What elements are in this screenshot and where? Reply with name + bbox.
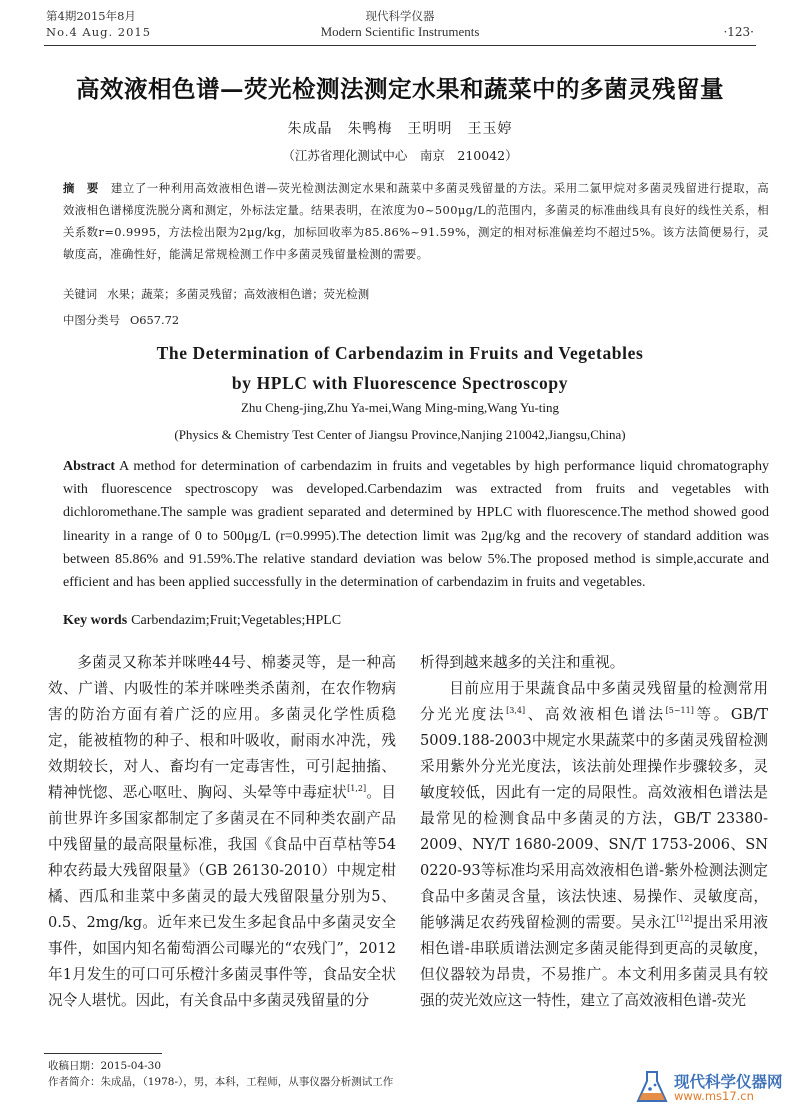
citation: [1,2] bbox=[347, 784, 367, 794]
body-paragraph: 目前应用于果蔬食品中多菌灵残留量的检测常用分光光度法[3,4]、高效液相色谱法[5~11]等。GB/T 5009.188-2003中规定水果蔬菜中的多菌灵残留检测采用紫外分光光度法，该法前处理操作步骤较多，灵敏度较低，因此有一定的局限性。高效液相色谱法是最常见的检测食品中多菌灵的方法，GB/T 23380-2009、NY/T 1680-2009、SN/T 1753-2006、SN 0220-93等标准均采用高效液相色谱-紫外检测法测定食品中多菌灵含量，该法快速、易操作、灵敏度高，能够满足农药残留检测的需要。吴永江[12]提出采用液相色谱-串联质谱法测定多菌灵能得到更高的灵敏度，但仪器较为昂贵，不易推广。本文利用多菌灵具有较强的荧光效应这一特性，建立了高效液相色谱-荧光 bbox=[420, 680, 768, 1009]
keywords-cn bbox=[63, 286, 369, 302]
body-paragraph: 多菌灵又称苯并咪唑44号、棉萎灵等，是一种高效、广谱、内吸性的苯并咪唑类杀菌剂，在农作物病害的防治方面有着广泛的应用。多菌灵化学性质稳定，能被植物的种子、根和叶吸收，耐雨水冲洗，残效期较长，对人、畜均有一定毒害性，可引起抽搐、精神恍惚、恶心呕吐、胸闷、头晕等中毒症状[1,2]。目前世界许多国家都制定了多菌灵在不同种类农副产品中残留量的最高限量标准，我国《食品中百草枯等54种农药最大残留限量》（GB 26130-2010）中规定柑橘、西瓜和韭菜中多菌灵的最大残留限量分别为5、0.5、2mg/kg。近年来已发生多起食品中多菌灵安全事件，如国内知名葡萄酒公司曝光的“农残门”，2012年1月发生的可口可乐橙汁多菌灵事件等，食品安全状况令人堪忧。因此，有关食品中多菌灵残留量的分 bbox=[48, 654, 396, 1009]
body-paragraph: 析得到越来越多的关注和重视。 bbox=[420, 654, 625, 671]
journal-cn: 现代科学仪器 bbox=[365, 9, 435, 23]
issue-cn: 第4期2015年8月 bbox=[46, 9, 136, 23]
watermark-url: www.ms17.cn bbox=[674, 1089, 754, 1103]
citation: [12] bbox=[676, 914, 693, 924]
flask-logo-icon bbox=[632, 1069, 672, 1105]
citation: [3,4] bbox=[506, 706, 526, 716]
title-en-line2: by HPLC with Fluorescence Spectroscopy bbox=[231, 373, 569, 393]
issue-en: No.4 Aug. 2015 bbox=[46, 25, 152, 39]
body-column-left bbox=[48, 650, 396, 1014]
keywords-cn-label: 关键词 bbox=[63, 287, 98, 301]
watermark-name: 现代科学仪器网 bbox=[674, 1073, 783, 1091]
journal-name-header bbox=[0, 8, 800, 40]
affiliation-en: (Physics & Chemistry Test Center of Jiangsu Province,Nanjing 210042,Jiangsu,China) bbox=[174, 427, 626, 442]
page-number: ·123· bbox=[723, 25, 754, 39]
journal-en: Modern Scientific Instruments bbox=[320, 24, 480, 39]
classification-label: 中图分类号 bbox=[63, 313, 120, 327]
abstract-en bbox=[63, 455, 769, 594]
authors-en: Zhu Cheng-jing,Zhu Ya-mei,Wang Ming-ming,Wang Yu-ting bbox=[240, 400, 560, 415]
paper-title-cn: 高效液相色谱—荧光检测法测定水果和蔬菜中的多菌灵残留量 bbox=[76, 75, 724, 103]
body-column-right bbox=[420, 650, 768, 1014]
header-rule bbox=[44, 45, 756, 46]
abstract-en-label: Abstract bbox=[63, 459, 116, 474]
footnote-rule bbox=[44, 1053, 162, 1054]
abstract-cn bbox=[63, 177, 769, 265]
abstract-cn-text: 建立了一种利用高效液相色谱—荧光检测法测定水果和蔬菜中多菌灵残留量的方法。采用二氯甲烷对多菌灵残留进行提取，高效液相色谱梯度洗脱分离和测定，外标法定量。结果表明，在浓度为0~500μg/L的范围内，多菌灵的标准曲线具有良好的线性关系，相关系数r=0.9995，方法检出限为2μg/kg，加标回收率为85.86%~91.59%，测定的相对标准偏差均不超过5%。该方法简便易行，灵敏度高，准确性好，能满足常规检测工作中多菌灵残留量检测的需要。 bbox=[63, 181, 769, 261]
title-en-line1: The Determination of Carbendazim in Fruits and Vegetables bbox=[156, 343, 644, 363]
site-watermark bbox=[632, 1069, 782, 1105]
abstract-cn-label: 摘 要 bbox=[63, 181, 99, 195]
citation: [5~11] bbox=[665, 706, 694, 716]
footnote-author: 作者简介：朱成晶，（1978-），男，本科，工程师，从事仪器分析测试工作 bbox=[48, 1076, 394, 1088]
footnote-received: 收稿日期：2015-04-30 bbox=[48, 1060, 162, 1072]
affiliation-cn: （江苏省理化测试中心 南京 210042） bbox=[282, 148, 518, 163]
keywords-en-text: Carbendazim;Fruit;Vegetables;HPLC bbox=[131, 613, 342, 628]
abstract-en-text: A method for determination of carbendazim in fruits and vegetables by high performance liquid chromatography with fluorescence spectroscopy was developed.Carbendazim was extracted from fruits and vegetables with dichloromethane.The sample was gradient separated and determined by HPLC with fluorescence.The method showed good linearity in a range of 0 to 500μg/L (r=0.9995).The detection limit was 2μg/kg and the recovery of standard addition was between 85.86% and 91.59%.The relative standard deviation was below 5%.The proposed method is simple,accurate and efficient and has been applied successfully in the determination of carbendazim in fruits and vegetables. bbox=[63, 459, 770, 591]
keywords-en bbox=[63, 613, 341, 629]
paper-title-en bbox=[0, 338, 800, 398]
keywords-cn-text: 水果；蔬菜；多菌灵残留；高效液相色谱；荧光检测 bbox=[107, 287, 370, 301]
keywords-en-label: Key words bbox=[63, 613, 128, 628]
authors-cn: 朱成晶 朱鸭梅 王明明 王玉婷 bbox=[287, 121, 513, 137]
classification-number bbox=[63, 312, 179, 328]
classification-text: O657.72 bbox=[129, 313, 180, 327]
